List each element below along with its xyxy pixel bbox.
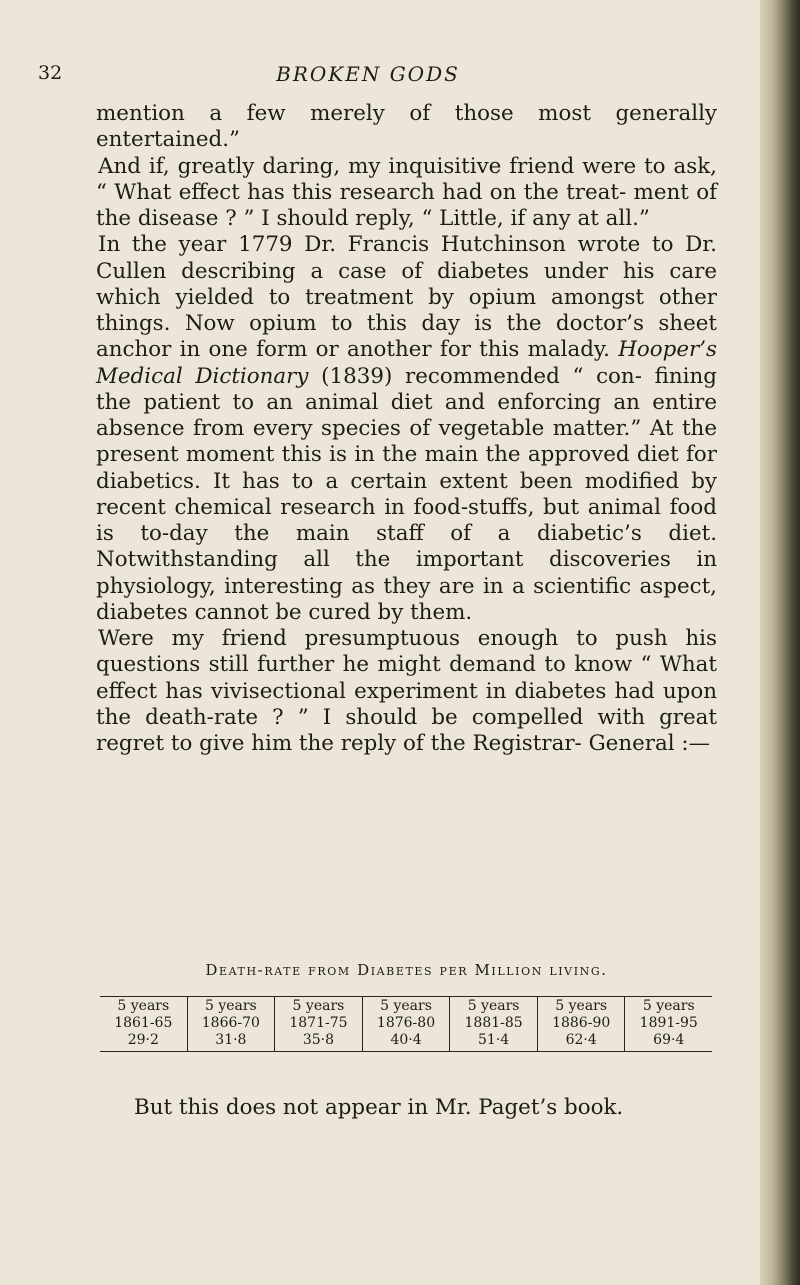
table-column: 5 years 1871-75 35·8 [274,997,362,1051]
table-column: 5 years 1891-95 69·4 [624,997,712,1051]
paragraph: Were my friend presumptuous enough to push his questions still further he might demand to know “ What effect has vivisectional experiment in diabetes had upon the death-rate ? ” I should be compelled with great regret to give him the reply of the Registrar- General :— [96,626,717,756]
table-column: 5 years 1886-90 62·4 [537,997,625,1051]
table-caption: Death-rate from Diabetes per Million living. [205,961,608,979]
paragraph: And if, greatly daring, my inquisitive friend were to ask, “ What effect has this research had on the treat- ment of the disease ? ” I should reply, “ Little, if any at all.” [96,153,717,231]
running-title: BROKEN GODS [276,62,460,86]
paragraph: mention a few merely of those most generally entertained.” [96,101,717,153]
death-rate-table [100,996,712,1052]
body-text [96,101,717,757]
table-column: 5 years 1876-80 40·4 [362,997,450,1051]
page-header [38,62,698,92]
closing-line: But this does not appear in Mr. Paget’s book. [134,1095,624,1120]
table-column: 5 years 1881-85 51·4 [449,997,537,1051]
book-title-italic: Hooper’s Medical Dictionary [96,337,717,389]
table-column: 5 years 1866-70 31·8 [187,997,275,1051]
page-edge [760,0,800,1285]
table-column: 5 years 1861-65 29·2 [114,998,173,1048]
paragraph: In the year 1779 Dr. Francis Hutchinson wrote to Dr. Cullen describing a case of diabetes under his care which yielded to treatment by opium amongst other things. Now opium to this day is the doctor’s sheet anchor in one form or another for this malady. Hooper’s Medical Dictionary (1839) recommended “ con- fining the patient to an animal diet and enforcing an entire absence from every species of vegetable matter.” At the present moment this is in the main the approved diet for diabetics. It has to a certain extent been modified by recent chemical research in food-stuffs, but animal food is to-day the main staff of a diabetic’s diet. Notwithstanding all the important discoveries in physiology, interesting as they are in a scientific aspect, diabetes cannot be cured by them. [96,232,717,625]
page-number: 32 [38,62,63,84]
